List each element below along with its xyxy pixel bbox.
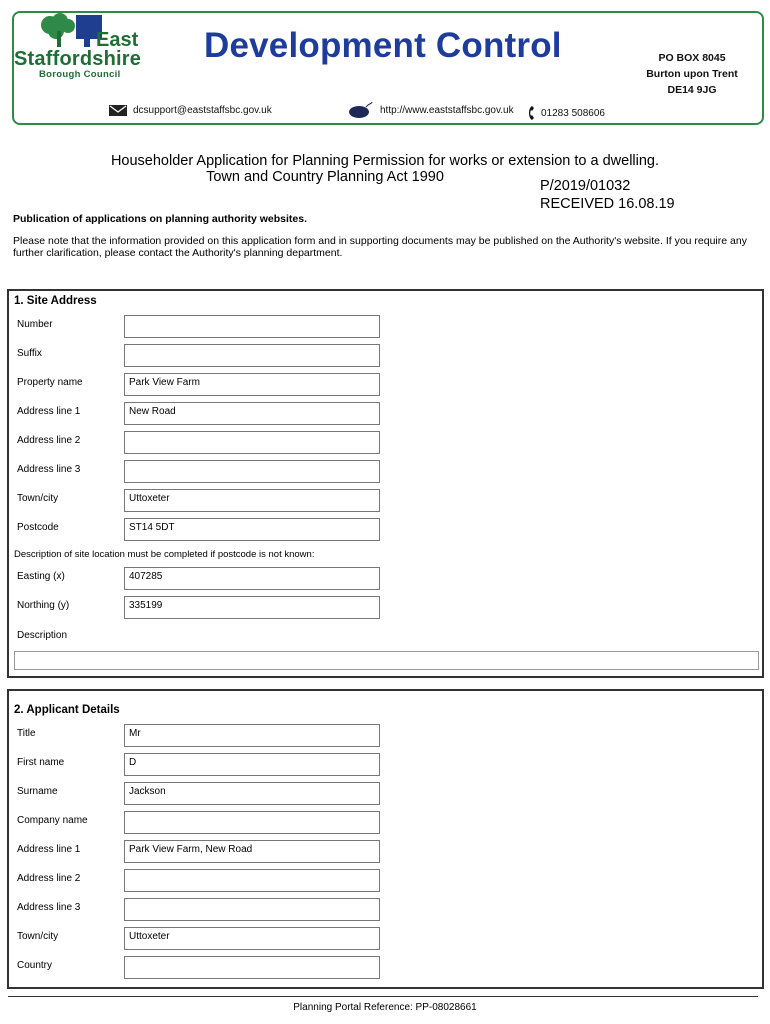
address-line: PO BOX 8045 xyxy=(658,52,726,64)
field-label: Country xyxy=(17,960,53,971)
logo-text-east: East xyxy=(96,29,139,51)
address-line-1-field[interactable]: New Road xyxy=(124,402,380,425)
portal-reference: Planning Portal Reference: PP-08028661 xyxy=(293,1002,477,1013)
field-label: Postcode xyxy=(17,522,59,533)
postcode-field[interactable]: ST14 5DT xyxy=(124,518,380,541)
section-title: 2. Applicant Details xyxy=(14,704,120,716)
section-title: 1. Site Address xyxy=(14,295,97,307)
phone-icon xyxy=(526,105,535,121)
received-stamp: RECEIVED 16.08.19 xyxy=(540,196,675,212)
town-city-field[interactable]: Uttoxeter xyxy=(124,927,380,950)
council-logo xyxy=(14,13,174,93)
form-subtitle: Town and Country Planning Act 1990 xyxy=(206,169,444,185)
northing-field[interactable]: 335199 xyxy=(124,596,380,619)
field-label: Surname xyxy=(17,786,58,797)
address-line-2-field[interactable] xyxy=(124,869,380,892)
field-label: Suffix xyxy=(17,348,42,359)
country-field[interactable] xyxy=(124,956,380,979)
field-label: Northing (y) xyxy=(17,600,70,611)
easting-field[interactable]: 407285 xyxy=(124,567,380,590)
letterhead xyxy=(12,11,764,125)
form-title: Householder Application for Planning Permission for works or extension to a dwelling. xyxy=(110,153,660,169)
property-name-field[interactable]: Park View Farm xyxy=(124,373,380,396)
logo-text-staffordshire: Staffordshire xyxy=(14,48,142,70)
email-link[interactable]: dcsupport@eaststaffsbc.gov.uk xyxy=(133,105,272,116)
town-city-field[interactable]: Uttoxeter xyxy=(124,489,380,512)
address-line-2-field[interactable] xyxy=(124,431,380,454)
publication-text: Please note that the information provided on this application form and in supporting documents may be published on the Authority's website. If you require any further clarification, please contact the Authority's planning department. xyxy=(13,235,747,259)
field-label: Company name xyxy=(17,815,88,826)
phone-number: 01283 508606 xyxy=(541,107,605,119)
footer-divider xyxy=(8,996,758,997)
field-label: Address line 3 xyxy=(17,902,81,913)
number-field[interactable] xyxy=(124,315,380,338)
address-line: Burton upon Trent xyxy=(646,68,738,80)
phone-contact xyxy=(526,105,605,121)
address-line: DE14 9JG xyxy=(667,84,717,96)
publication-heading: Publication of applications on planning authority websites. xyxy=(13,213,308,225)
site-address-section xyxy=(7,289,764,678)
email-contact xyxy=(109,105,272,116)
website-link[interactable]: http://www.eaststaffsbc.gov.uk xyxy=(380,104,514,116)
field-label: Easting (x) xyxy=(17,571,65,582)
applicant-details-section xyxy=(7,689,764,989)
title-field[interactable]: Mr xyxy=(124,724,380,747)
field-label: First name xyxy=(17,757,65,768)
council-address xyxy=(632,50,752,98)
field-label: Address line 3 xyxy=(17,464,81,475)
company-name-field[interactable] xyxy=(124,811,380,834)
suffix-field[interactable] xyxy=(124,344,380,367)
envelope-icon xyxy=(109,105,127,116)
field-label: Number xyxy=(17,319,53,330)
mouse-icon xyxy=(348,101,374,119)
field-label: Property name xyxy=(17,377,83,388)
field-label: Town/city xyxy=(17,931,59,942)
field-label: Address line 2 xyxy=(17,873,81,884)
first-name-field[interactable]: D xyxy=(124,753,380,776)
field-label: Address line 2 xyxy=(17,435,81,446)
page-title: Development Control xyxy=(204,26,562,65)
field-label: Address line 1 xyxy=(17,406,81,417)
logo-text-borough: Borough Council xyxy=(39,69,121,80)
surname-field[interactable]: Jackson xyxy=(124,782,380,805)
address-line-3-field[interactable] xyxy=(124,898,380,921)
location-note: Description of site location must be completed if postcode is not known: xyxy=(14,549,315,560)
field-label: Address line 1 xyxy=(17,844,81,855)
field-label: Town/city xyxy=(17,493,59,504)
field-label: Description xyxy=(17,630,68,641)
address-line-1-field[interactable]: Park View Farm, New Road xyxy=(124,840,380,863)
field-label: Title xyxy=(17,728,36,739)
application-reference: P/2019/01032 xyxy=(540,178,631,194)
description-field[interactable] xyxy=(14,651,759,670)
address-line-3-field[interactable] xyxy=(124,460,380,483)
website-contact xyxy=(348,101,514,119)
